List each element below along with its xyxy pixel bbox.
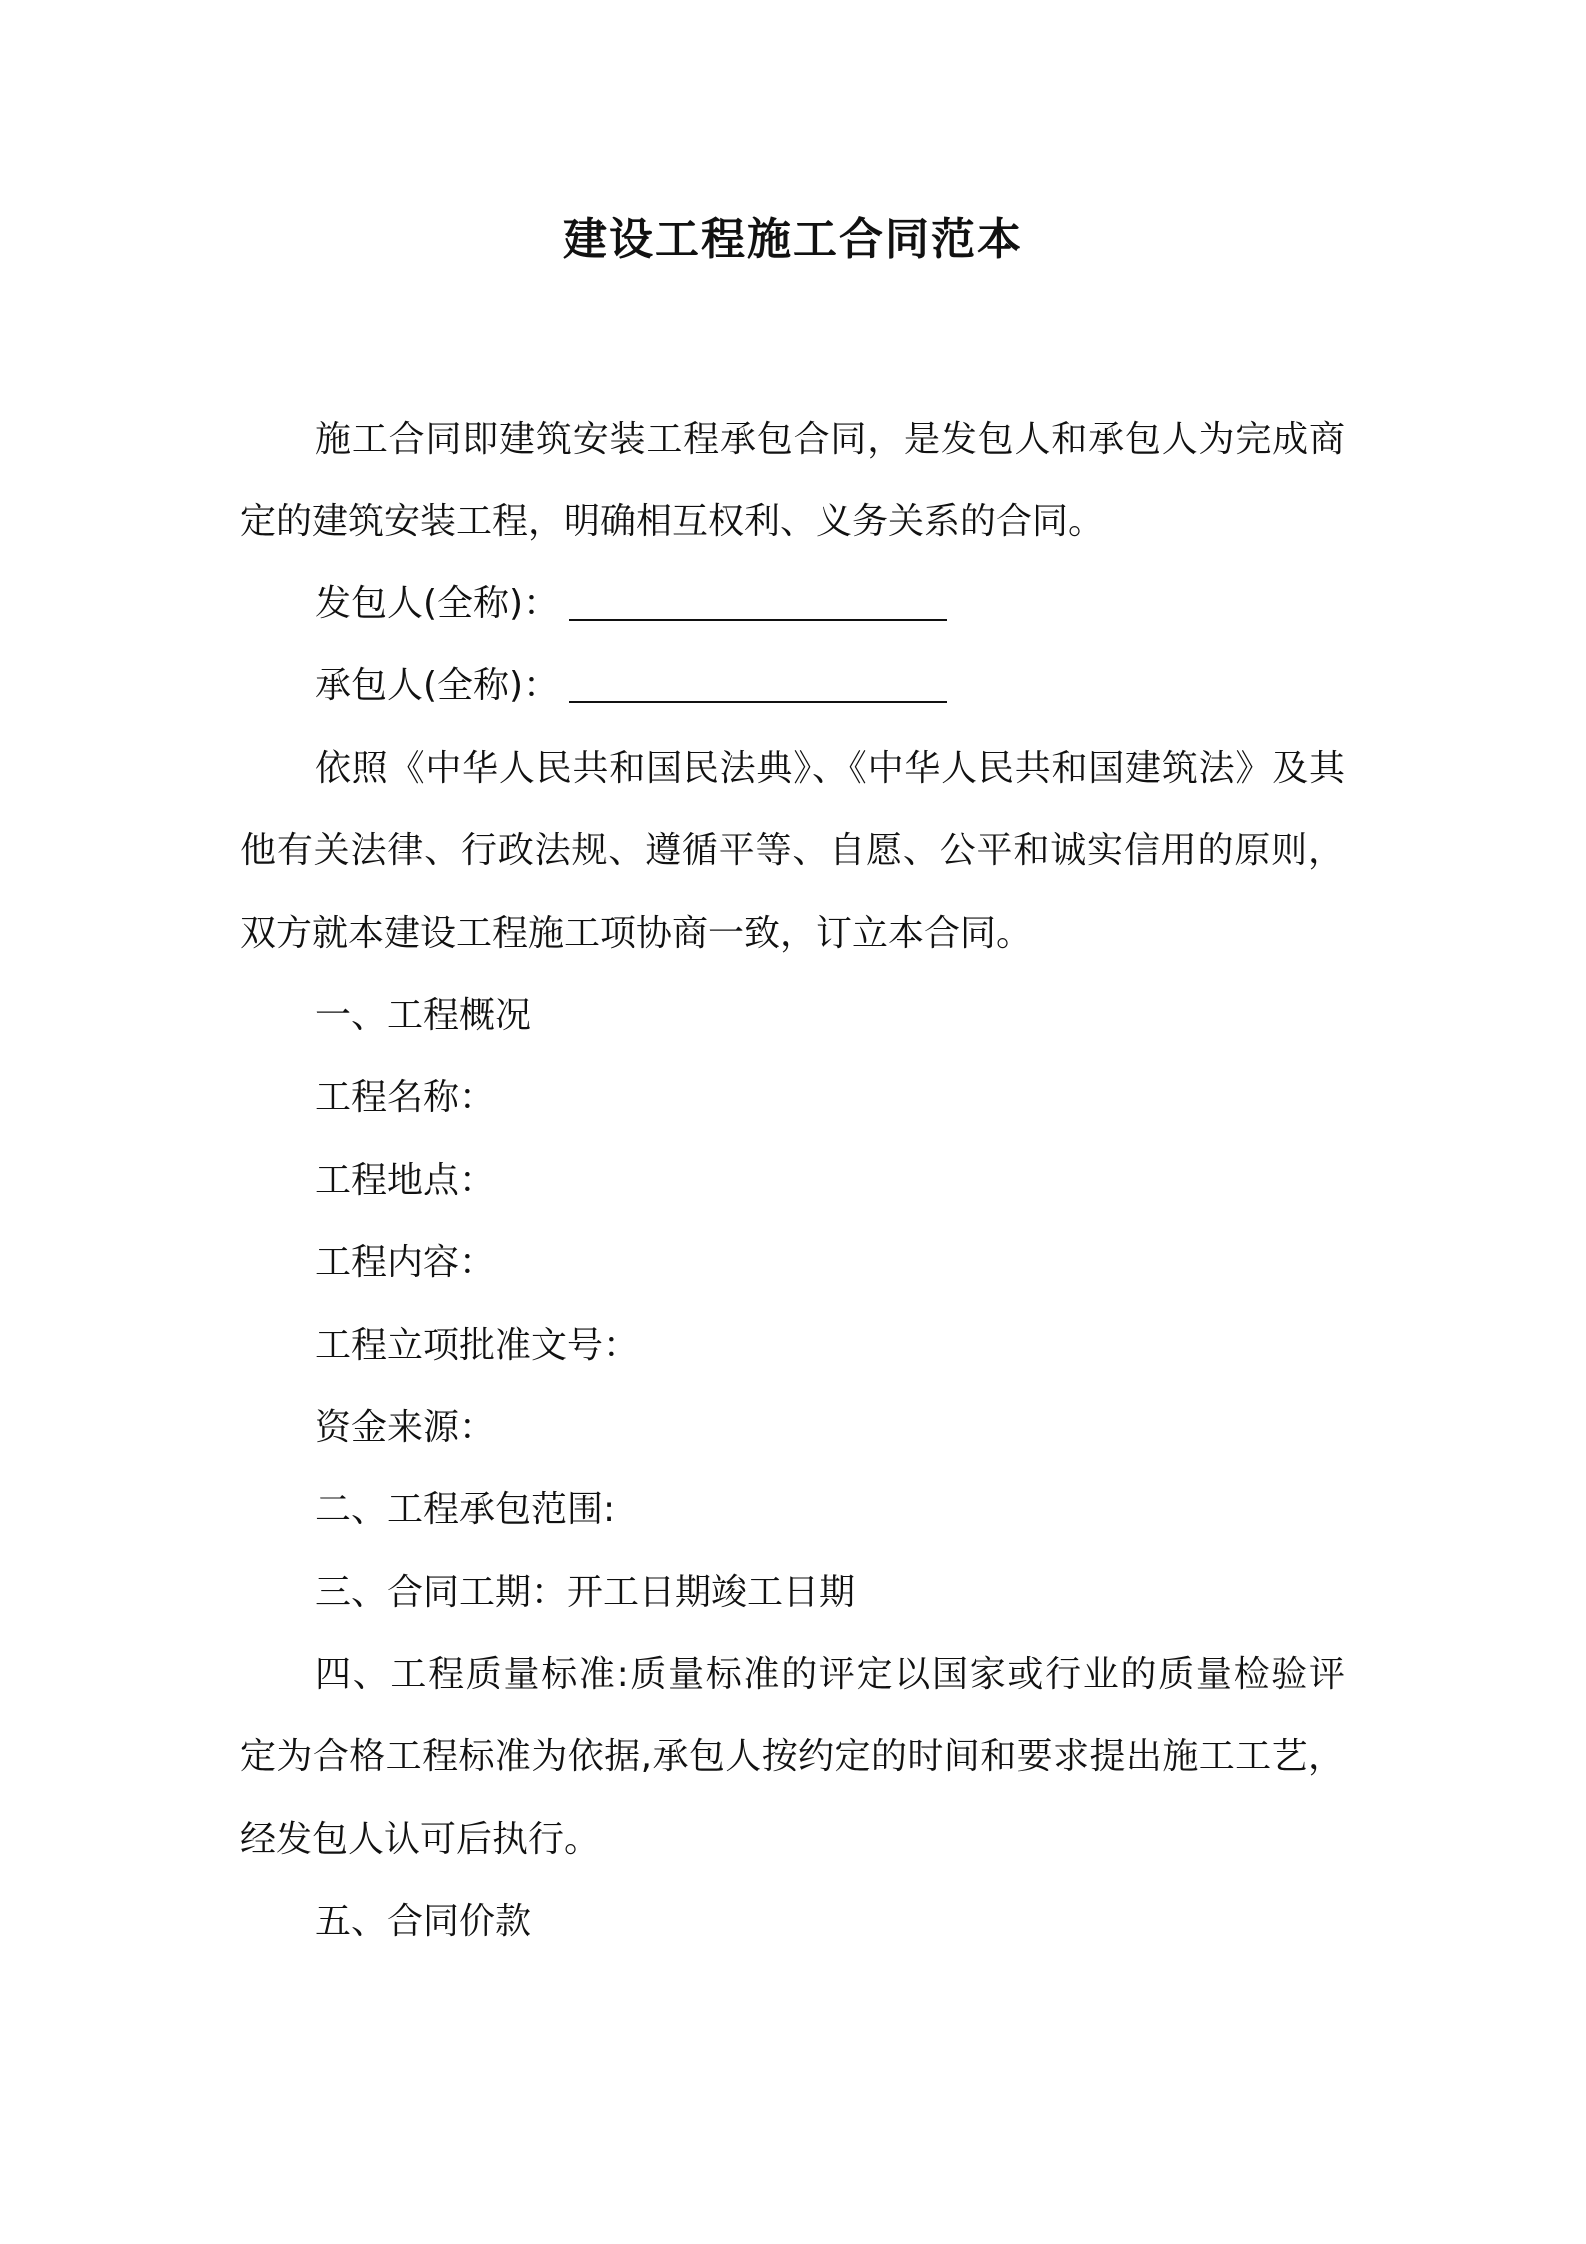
basis-paragraph-line-2: 他有关法律、行政法规、遵循平等、自愿、公平和诚实信用的原则，: [240, 830, 1344, 871]
section-4-line-1: 四、工程质量标准:质量标准的评定以国家或行业的质量检验评: [315, 1654, 1345, 1695]
project-name-label: 工程名称：: [315, 1077, 496, 1118]
project-location-label: 工程地点：: [315, 1160, 496, 1201]
section-4-line-2: 定为合格工程标准为依据,承包人按约定的时间和要求提出施工工艺，: [240, 1736, 1344, 1777]
basis-paragraph-line-3: 双方就本建设工程施工项协商一致，订立本合同。: [240, 913, 1033, 954]
section-3-heading: 三、合同工期：开工日期竣工日期: [315, 1572, 856, 1613]
section-5-heading: 五、合同价款: [315, 1901, 532, 1942]
project-content-label: 工程内容：: [315, 1242, 496, 1283]
document-title: 建设工程施工合同范本: [563, 214, 1023, 265]
party-b-row: [315, 660, 947, 712]
party-b-name-blank[interactable]: [569, 667, 947, 703]
party-a-row: [315, 578, 947, 630]
section-4-line-3: 经发包人认可后执行。: [240, 1819, 601, 1860]
project-approval-label: 工程立项批准文号：: [315, 1325, 640, 1366]
intro-paragraph-line-1: 施工合同即建筑安装工程承包合同，是发包人和承包人为完成商: [315, 419, 1345, 460]
section-1-heading: 一、工程概况: [315, 995, 532, 1036]
party-a-label: 发包人(全称)：: [315, 583, 560, 624]
funding-source-label: 资金来源：: [315, 1407, 496, 1448]
section-2-heading: 二、工程承包范围:: [315, 1489, 616, 1530]
party-a-name-blank[interactable]: [569, 585, 947, 621]
party-b-label: 承包人(全称)：: [315, 665, 560, 706]
intro-paragraph-line-2: 定的建筑安装工程，明确相互权利、义务关系的合同。: [240, 501, 1105, 542]
basis-paragraph-line-1: 依照《中华人民共和国民法典》、《中华人民共和国建筑法》及其: [315, 748, 1345, 789]
